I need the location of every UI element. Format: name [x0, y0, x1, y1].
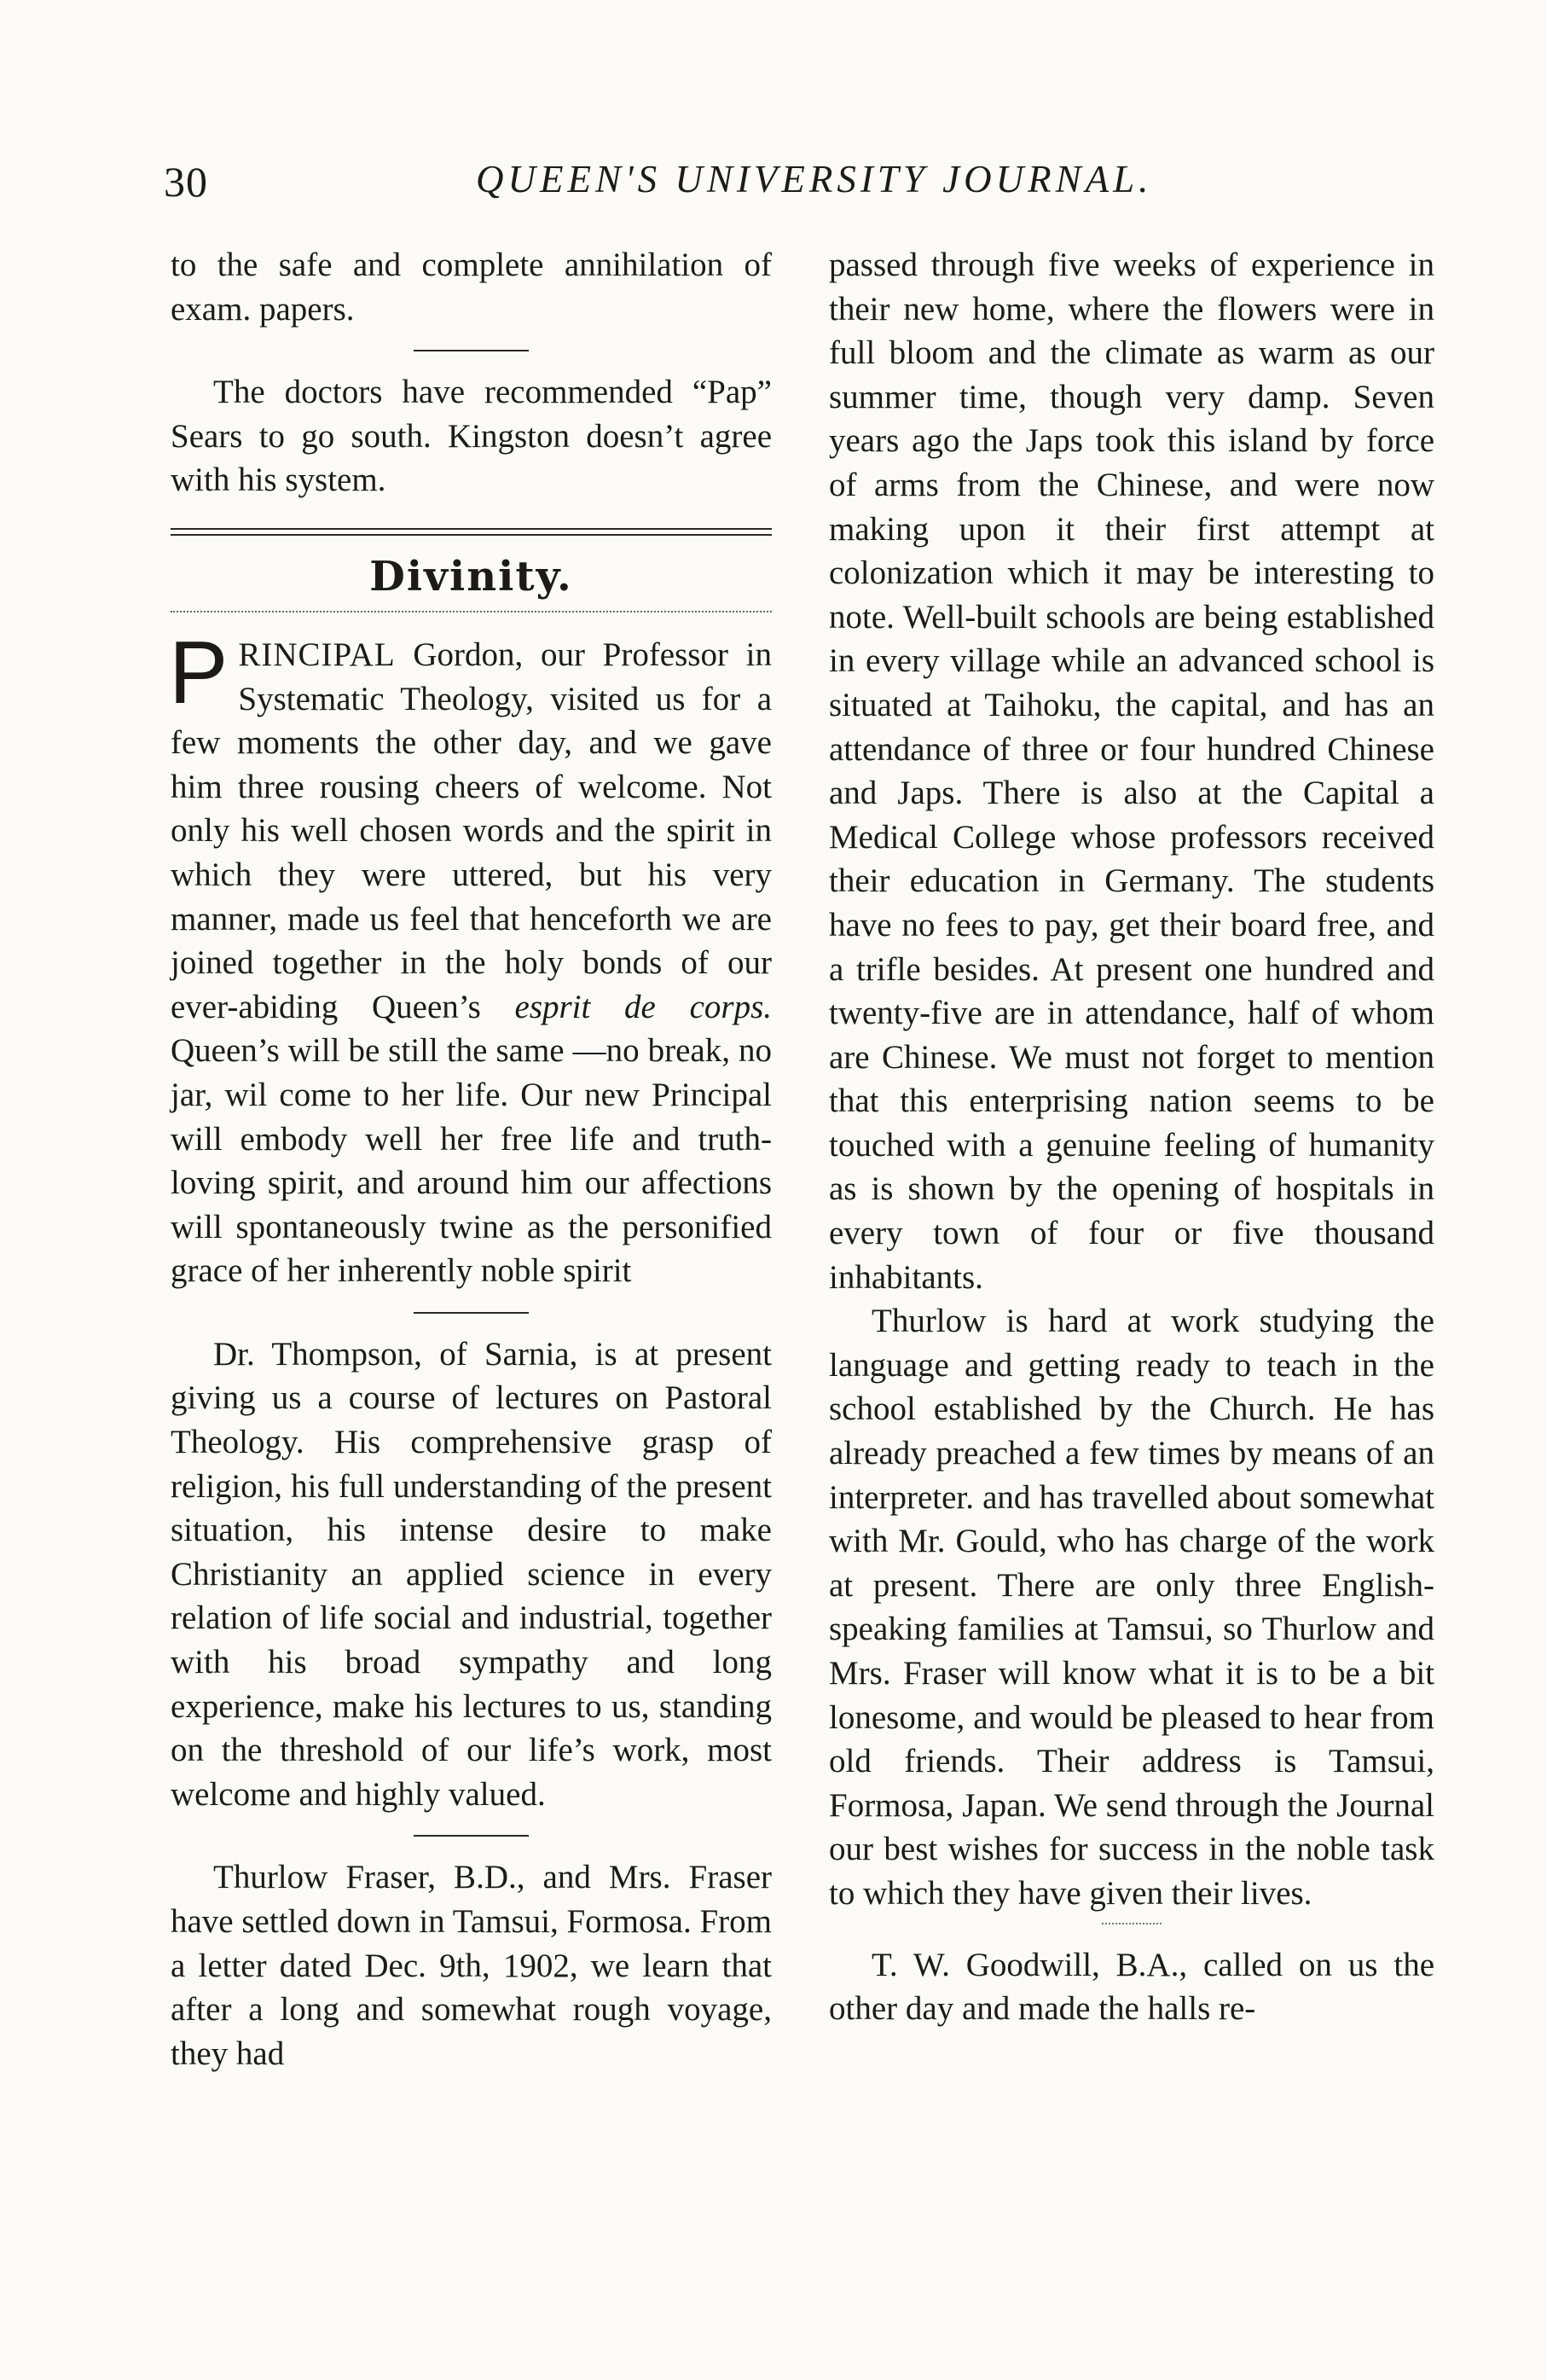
italic-phrase: esprit de corps. — [514, 988, 772, 1025]
separator-rule — [414, 350, 529, 351]
drop-cap: P — [169, 623, 229, 723]
left-column — [171, 243, 772, 2075]
separator-dots — [1102, 1923, 1162, 1924]
paragraph-principal — [169, 623, 772, 1293]
paragraph-thurlow: Thurlow is hard at work studying the language and getting ready to teach in the school established by the Church. He has already preached a few times by means of an interpreter. and has travelled about somewhat with Mr. Gould, who has charge of the work at present. There are only three English-speaking families at Tamsui, so Thurlow and Mrs. Fraser will know what it is to be a bit lonesome, and would be pleased to hear from old friends. Their address is Tamsui, Formosa, Japan. We send through the Journal our best wishes for success in the noble task to which they have given their lives. — [829, 1303, 1434, 1912]
separator-rule — [414, 1312, 529, 1314]
section-heading: Divinity. — [369, 552, 573, 601]
dotted-rule — [171, 611, 772, 612]
page-number: 30 — [164, 158, 208, 206]
paragraph-text-end: Queen’s will be still the same —no break, no jar, wil come to her life. Our new Principal will embody well her free life and truth-loving spirit, and around him our affections will spontaneously twine as the personified grace of her inherently noble spirit — [171, 1032, 772, 1290]
page-header — [160, 154, 1431, 213]
paragraph-exam-papers: to the safe and complete annihilation of exam. papers. — [171, 247, 772, 328]
paragraph-doctors: The doctors have recommended “Pap” Sears to go south. Kingston doesn’t agree with his system. — [171, 374, 772, 499]
paragraph-goodwill: T. W. Goodwill, B.A., called on us the other day and made the halls re- — [829, 1946, 1434, 2028]
paragraph-formosa: passed through five weeks of experience in their new home, where the flowers were in full bloom and the climate as warm as our summer time, though very damp. Seven years ago the Japs took this island by force of arms from the Chinese, and were now making upon it their first attempt at colonization which it may be interesting to note. Well-built schools are being established in every village while an advanced school is situated at Taihoku, the capital, and has an attendance of three or four hundred Chinese and Japs. There is also at the Capital a Medical College whose professors received their education in Germany. The students have no fees to pay, get their board free, and a trifle besides. At present one hundred and twenty-five are in attendance, half of whom are Chinese. We must not forget to mention that this enterprising nation seems to be touched with a genuine feeling of humanity as is shown by the opening of hospitals in every town of four or five thousand inhabitants. — [829, 247, 1434, 1296]
paragraph-thompson: Dr. Thompson, of Sarnia, is at present giving us a course of lectures on Pastoral Theology. His comprehensive grasp of religion, his full understanding of the present situation, his intense desire to make Christianity an applied science in every relation of life social and industrial, together with his broad sympathy and long experience, make his lectures to us, standing on the threshold of our life’s work, most welcome and highly valued. — [171, 1335, 772, 1813]
running-title: QUEEN'S UNIVERSITY JOURNAL. — [476, 158, 1153, 200]
smallcaps-word: RINCIPAL — [238, 636, 396, 673]
right-column — [829, 243, 1434, 2031]
separator-rule — [414, 1835, 529, 1837]
paragraph-text: Gordon, our Professor in Systematic Theology, visited us for a few moments the other day, and we gave him three rousing cheers of welcome. Not only his well chosen words and the spirit in which they were uttered, but his very manner, made us feel that henceforth we are joined together in the holy bonds of our ever-abiding Queen’s — [171, 636, 772, 1025]
paragraph-fraser: Thurlow Fraser, B.D., and Mrs. Fraser have settled down in Tamsui, Formosa. From a letter dated Dec. 9th, 1902, we learn that after a long and somewhat rough voyage, they had — [171, 1859, 772, 2072]
double-rule — [171, 528, 772, 536]
